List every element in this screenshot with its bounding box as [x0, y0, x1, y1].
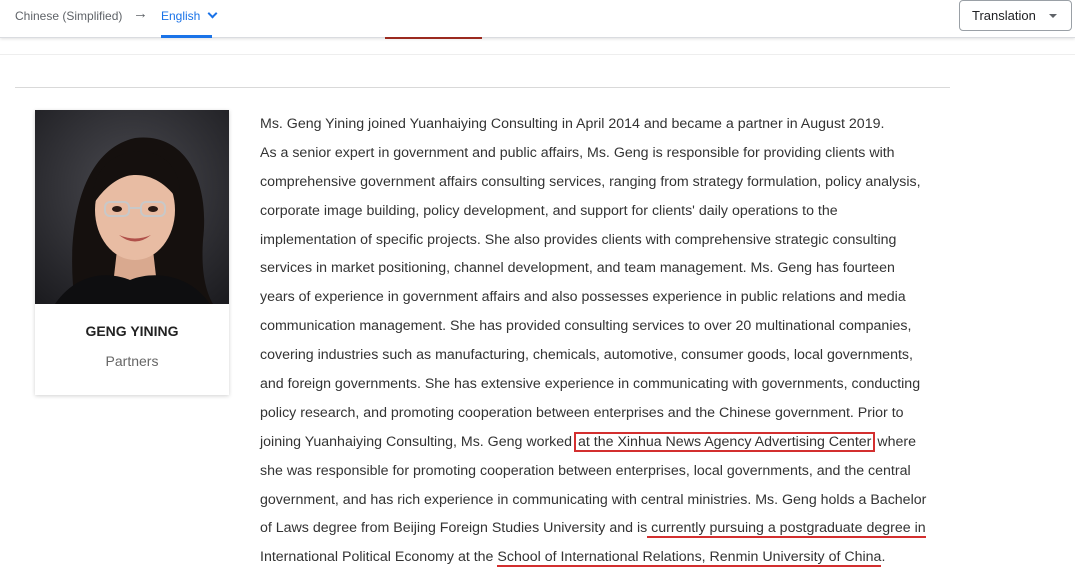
bio-line: years of experience in government affairs and also possesses experience in public relations and media — [260, 289, 906, 306]
bio-text-span: joining Yuanhaiying Consulting, Ms. Geng worked — [260, 433, 576, 450]
profile-role: Partners — [105, 353, 159, 369]
translation-dropdown-label: Translation — [972, 8, 1036, 23]
bio-line: Ms. Geng Yining joined Yuanhaiying Consulting in April 2014 and became a partner in August 2019. — [260, 116, 885, 132]
bio-line — [260, 514, 950, 543]
bio-line — [260, 543, 950, 572]
bio-line — [260, 428, 950, 457]
section-divider — [15, 87, 950, 88]
bio-text-span: . — [881, 549, 886, 566]
bio-line: corporate image building, policy development, and support for clients' daily operations to the — [260, 202, 838, 219]
caret-down-icon — [1049, 14, 1057, 18]
highlight-box-xinhua: at the Xinhua News Agency Advertising Center — [574, 432, 875, 452]
source-language-tab[interactable]: Chinese (Simplified) — [15, 9, 123, 23]
bio-line: comprehensive government affairs consulting services, ranging from strategy formulation, policy analysis, — [260, 173, 921, 190]
profile-photo — [35, 110, 229, 304]
bio-line: covering industries such as manufacturing, chemicals, automotive, consumer goods, local governments, — [260, 347, 913, 364]
translate-toolbar — [0, 0, 1075, 38]
bio-line: she was responsible for promoting cooperation between enterprises, local governments, and the central — [260, 462, 911, 479]
header-divider — [0, 54, 1075, 55]
bio-text-span: International Political Economy at the — [260, 549, 498, 566]
bio-line: policy research, and promoting cooperation between enterprises and the Chinese government. Prior to — [260, 404, 904, 421]
bio-line: communication management. She has provided consulting services to over 20 multinational companies, — [260, 318, 912, 335]
bio-line: As a senior expert in government and public affairs, Ms. Geng is responsible for providing clients with — [260, 144, 895, 161]
bio-line: implementation of specific projects. She also provides clients with comprehensive strategic consulting — [260, 231, 897, 248]
chevron-down-icon — [207, 9, 217, 19]
translation-dropdown[interactable] — [959, 0, 1072, 31]
nav-active-indicator — [385, 37, 482, 39]
bio-text-span: where — [873, 433, 916, 450]
profile-card — [35, 110, 229, 395]
highlight-underline-renmin: School of International Relations, Renmin University of China — [497, 549, 882, 566]
arrow-right-icon: → — [133, 5, 148, 22]
highlight-underline-postgraduate: currently pursuing a postgraduate degree in — [647, 520, 926, 537]
bio-text-span: of Laws degree from Beijing Foreign Studies University and is — [260, 520, 648, 537]
bio-line: and foreign governments. She has extensive experience in communicating with governments, conducting — [260, 376, 921, 393]
bio-line: government, and has rich experience in communicating with central ministries. Ms. Geng holds a Bachelor — [260, 491, 927, 508]
profile-name: GENG YINING — [85, 323, 179, 339]
target-language-tab[interactable] — [161, 0, 216, 38]
target-language-label: English — [161, 9, 201, 23]
bio-text — [260, 110, 950, 572]
bio-line: services in market positioning, channel development, and team management. Ms. Geng has fourteen — [260, 260, 895, 277]
active-tab-indicator — [161, 35, 212, 38]
